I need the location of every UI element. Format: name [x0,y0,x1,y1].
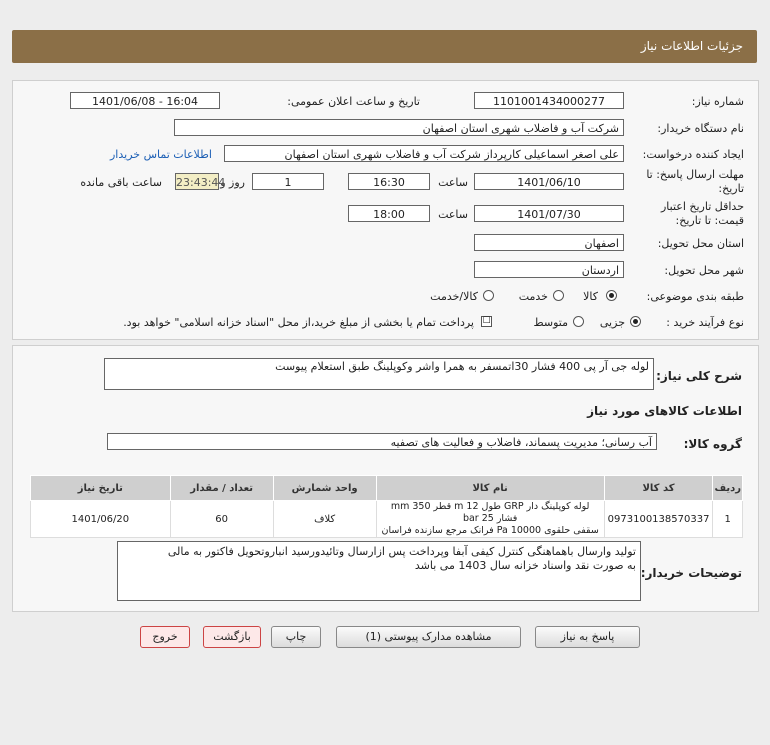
validity-label-line1: حداقل تاریخ اعتبار [660,200,744,213]
days-field: 1 [252,173,324,190]
buyer-contact-link[interactable]: اطلاعات تماس خریدار [110,148,212,161]
goods-section-title: اطلاعات کالاهای مورد نیاز [587,404,742,418]
cell-name-line2: سقفی حلقوی Pa 10000 فرانک مرجع سازنده فراسان [381,525,599,536]
need-number-field: 1101001434000277 [474,92,624,109]
payment-note: پرداخت تمام یا بخشی از مبلغ خرید،از محل "اسناد خزانه اسلامی" خواهد بود. [123,316,474,329]
process-radio-medium[interactable] [573,316,584,327]
buyer-label: نام دستگاه خریدار: [657,122,744,135]
notes-field [117,541,641,601]
column-header-index: ردیف [713,476,743,501]
column-header-unit: واحد شمارش [273,476,376,501]
column-header-name: نام کالا [376,476,604,501]
buyer-field: شرکت آب و فاضلاب شهری استان اصفهان [174,119,624,136]
attachments-button[interactable]: مشاهده مدارک پیوستی (1) [336,626,521,648]
notes-label: توضیحات خریدار: [640,566,742,580]
back-button[interactable]: بازگشت [203,626,261,648]
validity-time-field: 18:00 [348,205,430,222]
category-radio-service[interactable] [553,290,564,301]
validity-time-label: ساعت [438,208,468,221]
deadline-date-field: 1401/06/10 [474,173,624,190]
description-label: شرح کلی نیاز: [656,369,742,383]
deadline-label-line1: مهلت ارسال پاسخ: تا [646,168,744,181]
category-option-goods: کالا [583,290,598,303]
remaining-time-label: ساعت باقی مانده [80,176,162,189]
remaining-time-field: 23:43:44 [175,173,219,190]
cell-name [376,501,604,538]
payment-checkbox[interactable]: ☐ [482,316,491,326]
process-radio-minor[interactable] [630,316,641,327]
notes-line2: به صورت نقد واسناد خزانه سال 1403 می باشد [414,559,636,572]
province-label: استان محل تحویل: [657,237,744,250]
city-label: شهر محل تحویل: [664,264,744,277]
process-label: نوع فرآیند خرید : [666,316,744,329]
reply-button[interactable]: پاسخ به نیاز [535,626,640,648]
cell-unit: کلاف [273,501,376,538]
validity-label [661,200,744,228]
category-radio-goods-service[interactable] [483,290,494,301]
page-title: جزئیات اطلاعات نیاز [640,39,743,53]
exit-button[interactable]: خروج [140,626,190,648]
print-button[interactable]: چاپ [271,626,321,648]
process-option-minor: جزیی [599,316,625,329]
need-number-label: شماره نیاز: [691,95,744,108]
creator-field: علی اصغر اسماعیلی کارپرداز شرکت آب و فاضلاب شهری استان اصفهان [224,145,624,162]
creator-label: ایجاد کننده درخواست: [642,148,744,161]
category-option-service: خدمت [518,290,548,303]
province-field: اصفهان [474,234,624,251]
table-header-row [31,476,743,501]
announce-date-label: تاریخ و ساعت اعلان عمومی: [287,95,420,108]
deadline-label [646,168,744,196]
goods-table [30,475,743,538]
process-option-medium: متوسط [533,316,568,329]
page-header [12,30,757,63]
city-field: اردستان [474,261,624,278]
cell-qty: 60 [170,501,273,538]
validity-label-line2: قیمت: تا تاریخ: [675,214,744,227]
cell-name-line1: لوله کوپلینگ دار GRP طول m 12 قطر mm 350 فشار bar 25 [390,501,590,524]
cell-code: 0973100138570337 [604,501,713,538]
description-field: لوله جی آر پی 400 فشار 30اتمسفر به همرا واشر وکوپلینگ طبق استعلام پیوست [104,358,654,390]
category-label: طبقه بندی موضوعی: [646,290,744,303]
cell-date: 1401/06/20 [31,501,171,538]
days-label: روز و [220,176,245,189]
deadline-time-label: ساعت [438,176,468,189]
validity-date-field: 1401/07/30 [474,205,624,222]
category-radio-goods[interactable] [606,290,617,301]
deadline-time-field: 16:30 [348,173,430,190]
column-header-date: تاریخ نیاز [31,476,171,501]
column-header-code: کد کالا [604,476,713,501]
goods-group-label: گروه کالا: [683,437,742,451]
deadline-label-line2: تاریخ: [718,182,744,195]
cell-index: 1 [713,501,743,538]
table-row [31,501,743,538]
category-option-goods-service: کالا/خدمت [430,290,478,303]
goods-group-field: آب رسانی؛ مدیریت پسماند، فاضلاب و فعالیت های تصفیه [107,433,657,450]
notes-line1: تولید وارسال باهماهنگی کنترل کیفی آبفا وپرداخت پس ازارسال وتائیدورسید انباروتحویل فاکتور به مالی [167,545,636,558]
announce-date-field: 1401/06/08 - 16:04 [70,92,220,109]
column-header-qty: تعداد / مقدار [170,476,273,501]
